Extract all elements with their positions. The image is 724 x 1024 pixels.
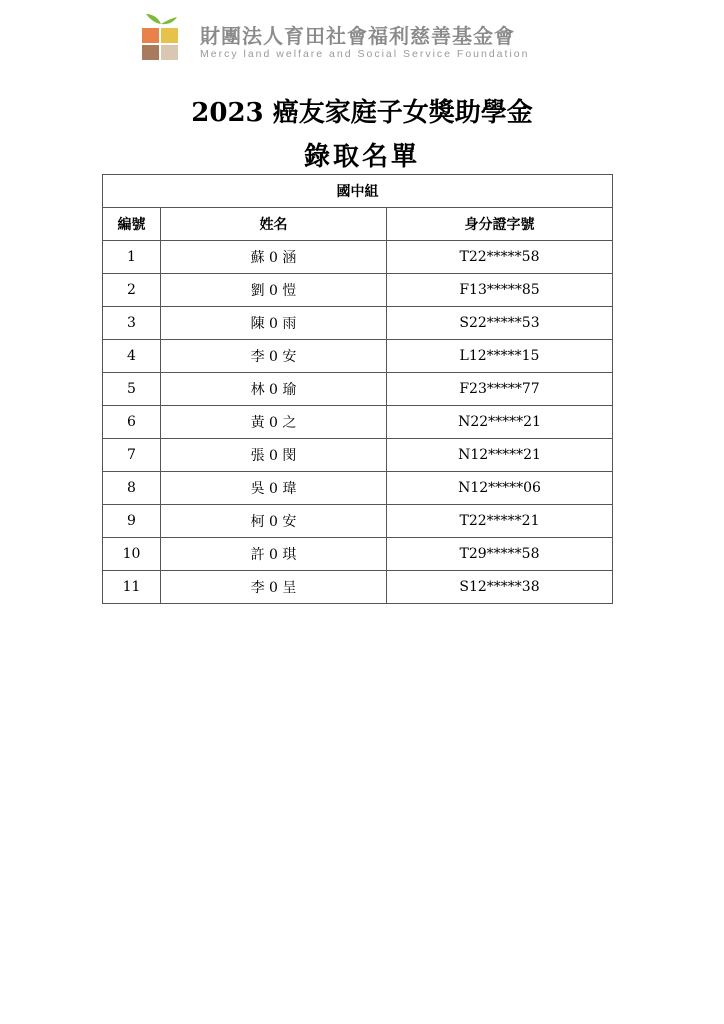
document-subtitle: 錄取名單 (303, 142, 420, 172)
row-number: 1 (103, 241, 161, 274)
row-name: 陳 0 雨 (161, 307, 387, 340)
row-name: 李 0 安 (161, 340, 387, 373)
row-name: 許 0 琪 (161, 538, 387, 571)
table-row (103, 472, 613, 505)
row-number: 3 (103, 307, 161, 340)
logo-block-bottom-left (142, 45, 159, 60)
table-row (103, 439, 613, 472)
table-row (103, 538, 613, 571)
column-header-name: 姓名 (161, 208, 387, 241)
group-label: 國中組 (103, 175, 613, 208)
table-row (103, 340, 613, 373)
row-id: T22*****58 (387, 241, 613, 274)
row-name: 蘇 0 涵 (161, 241, 387, 274)
row-name: 李 0 呈 (161, 571, 387, 604)
table-row (103, 505, 613, 538)
row-number: 6 (103, 406, 161, 439)
row-id: N12*****21 (387, 439, 613, 472)
row-name: 張 0 閔 (161, 439, 387, 472)
row-id: S22*****53 (387, 307, 613, 340)
foundation-header (140, 10, 590, 66)
admission-list-table (102, 174, 613, 604)
row-name: 林 0 瑜 (161, 373, 387, 406)
row-number: 4 (103, 340, 161, 373)
row-id: T22*****21 (387, 505, 613, 538)
row-number: 2 (103, 274, 161, 307)
row-number: 8 (103, 472, 161, 505)
table-row (103, 571, 613, 604)
row-name: 柯 0 安 (161, 505, 387, 538)
row-id: N12*****06 (387, 472, 613, 505)
row-id: L12*****15 (387, 340, 613, 373)
row-name: 劉 0 愷 (161, 274, 387, 307)
row-id: F13*****85 (387, 274, 613, 307)
logo-leaf-right (161, 17, 177, 24)
row-number: 10 (103, 538, 161, 571)
foundation-logo-icon (140, 12, 182, 62)
logo-leaf-left (146, 14, 161, 24)
table-row (103, 307, 613, 340)
column-header-row (103, 208, 613, 241)
org-name-chinese: 財團法人育田社會福利慈善基金會 (200, 24, 515, 48)
table-row (103, 406, 613, 439)
row-name: 吳 0 瑋 (161, 472, 387, 505)
row-id: F23*****77 (387, 373, 613, 406)
table-row (103, 274, 613, 307)
org-name-english: Mercy land welfare and Social Service Foundation (200, 48, 530, 60)
row-number: 7 (103, 439, 161, 472)
row-id: N22*****21 (387, 406, 613, 439)
table-row (103, 241, 613, 274)
logo-block-top-right (161, 28, 178, 43)
row-name: 黃 0 之 (161, 406, 387, 439)
table-row (103, 373, 613, 406)
row-number: 9 (103, 505, 161, 538)
logo-block-top-left (142, 28, 159, 43)
row-id: T29*****58 (387, 538, 613, 571)
row-id: S12*****38 (387, 571, 613, 604)
document-title: 2023 癌友家庭子女獎助學金 (191, 98, 533, 128)
row-number: 11 (103, 571, 161, 604)
column-header-number: 編號 (103, 208, 161, 241)
group-header-row (103, 175, 613, 208)
row-number: 5 (103, 373, 161, 406)
logo-block-bottom-right (161, 45, 178, 60)
column-header-id: 身分證字號 (387, 208, 613, 241)
